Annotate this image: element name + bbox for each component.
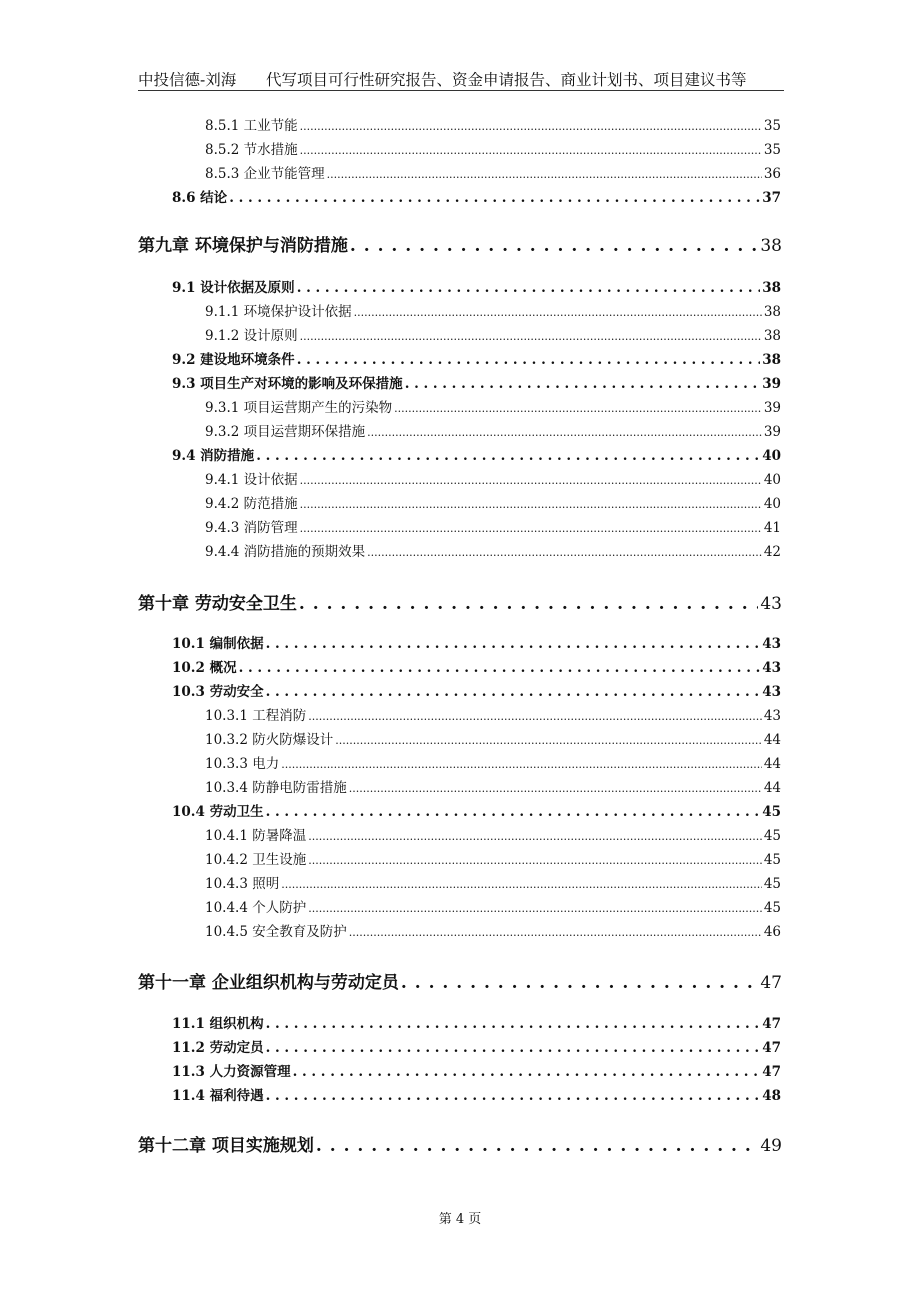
toc-dot-leader — [300, 520, 762, 536]
toc-subsection-entry — [205, 730, 781, 748]
toc-entry-title: 10.2 概况 — [172, 660, 237, 676]
toc-dot-leader — [354, 304, 762, 320]
toc-entry-title: 8.6 结论 — [172, 190, 228, 206]
toc-entry-title: 9.3.2 项目运营期环保措施 — [205, 424, 366, 440]
toc-dot-leader — [297, 352, 761, 368]
toc-dot-leader — [239, 660, 761, 676]
toc-entry-title: 11.3 人力资源管理 — [172, 1064, 291, 1080]
toc-entry-title: 第九章 环境保护与消防措施 — [138, 236, 348, 256]
toc-subsection-entry — [205, 518, 781, 536]
toc-entry-title: 10.1 编制依据 — [172, 636, 264, 652]
toc-section-entry — [172, 634, 781, 652]
toc-dot-leader — [349, 924, 762, 940]
toc-entry-page: 35 — [763, 142, 781, 158]
toc-entry-title: 9.3.1 项目运营期产生的污染物 — [205, 400, 393, 416]
toc-entry-title: 第十一章 企业组织机构与劳动定员 — [138, 973, 399, 993]
toc-entry-page: 47 — [762, 1064, 781, 1080]
header-author: 中投信德-刘海 — [138, 71, 237, 89]
toc-subsection-entry — [205, 850, 781, 868]
toc-dot-leader — [266, 636, 761, 652]
toc-dot-leader — [281, 756, 762, 772]
toc-dot-leader — [367, 544, 762, 560]
toc-entry-title: 8.5.2 节水措施 — [205, 142, 298, 158]
toc-dot-leader — [367, 424, 762, 440]
toc-section-entry — [172, 682, 781, 700]
toc-entry-page: 35 — [763, 118, 781, 134]
toc-entry-title: 10.4 劳动卫生 — [172, 804, 264, 820]
toc-section-entry — [172, 1062, 781, 1080]
toc-entry-title: 9.1.1 环境保护设计依据 — [205, 304, 352, 320]
toc-entry-page: 43 — [762, 684, 781, 700]
toc-section-entry — [172, 802, 781, 820]
toc-dot-leader — [256, 448, 760, 464]
toc-entry-title: 10.4.4 个人防护 — [205, 900, 307, 916]
toc-entry-page: 48 — [762, 1088, 781, 1104]
toc-dot-leader — [229, 190, 760, 206]
toc-section-entry — [172, 188, 781, 206]
toc-entry-page: 37 — [762, 190, 781, 206]
toc-section-entry — [172, 278, 781, 296]
toc-entry-title: 10.4.2 卫生设施 — [205, 852, 307, 868]
toc-dot-leader — [335, 732, 762, 748]
toc-dot-leader — [300, 496, 762, 512]
page-header — [138, 62, 784, 91]
toc-entry-page: 36 — [763, 166, 781, 182]
toc-entry-title: 9.3 项目生产对环境的影响及环保措施 — [172, 376, 403, 392]
toc-subsection-entry — [205, 898, 781, 916]
toc-entry-page: 47 — [760, 973, 782, 993]
toc-entry-title: 9.1.2 设计原则 — [205, 328, 298, 344]
toc-entry-title: 11.2 劳动定员 — [172, 1040, 264, 1056]
toc-entry-page: 42 — [763, 544, 781, 560]
toc-entry-title: 10.4.3 照明 — [205, 876, 280, 892]
toc-entry-page: 43 — [760, 594, 782, 614]
toc-subsection-entry — [205, 754, 781, 772]
toc-dot-leader — [401, 973, 758, 993]
toc-section-entry — [172, 1038, 781, 1056]
toc-entry-title: 9.4 消防措施 — [172, 448, 255, 464]
toc-subsection-entry — [205, 326, 781, 344]
toc-subsection-entry — [205, 302, 781, 320]
toc-entry-page: 40 — [763, 496, 781, 512]
toc-entry-page: 46 — [763, 924, 781, 940]
toc-entry-title: 10.3.2 防火防爆设计 — [205, 732, 334, 748]
toc-entry-page: 47 — [762, 1040, 781, 1056]
toc-entry-page: 44 — [763, 756, 781, 772]
toc-dot-leader — [308, 828, 762, 844]
toc-subsection-entry — [205, 422, 781, 440]
toc-entry-title: 9.4.1 设计依据 — [205, 472, 298, 488]
toc-chapter-entry — [138, 232, 782, 256]
toc-entry-title: 11.1 组织机构 — [172, 1016, 264, 1032]
toc-section-entry — [172, 1014, 781, 1032]
toc-entry-page: 40 — [762, 448, 781, 464]
toc-section-entry — [172, 374, 781, 392]
toc-dot-leader — [300, 142, 762, 158]
toc-entry-page: 45 — [763, 876, 781, 892]
toc-subsection-entry — [205, 398, 781, 416]
toc-dot-leader — [266, 1088, 761, 1104]
toc-dot-leader — [308, 852, 762, 868]
toc-dot-leader — [281, 876, 762, 892]
toc-entry-page: 43 — [762, 660, 781, 676]
toc-entry-page: 43 — [763, 708, 781, 724]
toc-entry-title: 9.4.3 消防管理 — [205, 520, 298, 536]
toc-entry-page: 39 — [762, 376, 781, 392]
toc-dot-leader — [349, 780, 762, 796]
toc-dot-leader — [297, 280, 761, 296]
toc-entry-title: 10.4.1 防暑降温 — [205, 828, 307, 844]
toc-entry-title: 9.1 设计依据及原则 — [172, 280, 295, 296]
toc-entry-page: 47 — [762, 1016, 781, 1032]
toc-entry-page: 45 — [763, 900, 781, 916]
toc-dot-leader — [308, 708, 762, 724]
page-number: 第 4 页 — [438, 1212, 482, 1227]
toc-chapter-entry — [138, 590, 782, 614]
header-services: 代写项目可行性研究报告、资金申请报告、商业计划书、项目建议书等 — [266, 71, 747, 89]
toc-section-entry — [172, 446, 781, 464]
toc-entry-title: 9.4.4 消防措施的预期效果 — [205, 544, 366, 560]
toc-dot-leader — [300, 472, 762, 488]
toc-subsection-entry — [205, 164, 781, 182]
toc-subsection-entry — [205, 778, 781, 796]
toc-entry-title: 10.3.4 防静电防雷措施 — [205, 780, 347, 796]
toc-dot-leader — [293, 1064, 761, 1080]
toc-dot-leader — [350, 236, 758, 256]
toc-entry-page: 38 — [763, 304, 781, 320]
toc-chapter-entry — [138, 969, 782, 993]
toc-entry-title: 9.4.2 防范措施 — [205, 496, 298, 512]
toc-entry-page: 39 — [763, 400, 781, 416]
toc-entry-title: 8.5.1 工业节能 — [205, 118, 298, 134]
toc-entry-title: 第十章 劳动安全卫生 — [138, 594, 297, 614]
toc-entry-page: 38 — [762, 280, 781, 296]
toc-entry-page: 39 — [763, 424, 781, 440]
toc-entry-page: 41 — [763, 520, 781, 536]
toc-dot-leader — [299, 594, 758, 614]
toc-entry-title: 8.5.3 企业节能管理 — [205, 166, 325, 182]
toc-entry-page: 44 — [763, 780, 781, 796]
toc-dot-leader — [266, 1040, 761, 1056]
toc-entry-page: 38 — [763, 328, 781, 344]
toc-entry-page: 38 — [760, 236, 782, 256]
toc-subsection-entry — [205, 494, 781, 512]
toc-dot-leader — [316, 1136, 758, 1156]
toc-entry-page: 45 — [763, 828, 781, 844]
toc-subsection-entry — [205, 470, 781, 488]
toc-subsection-entry — [205, 140, 781, 158]
toc-dot-leader — [327, 166, 762, 182]
toc-section-entry — [172, 658, 781, 676]
toc-dot-leader — [266, 804, 761, 820]
toc-entry-page: 40 — [763, 472, 781, 488]
toc-subsection-entry — [205, 874, 781, 892]
toc-dot-leader — [394, 400, 762, 416]
toc-section-entry — [172, 350, 781, 368]
toc-entry-page: 45 — [763, 852, 781, 868]
toc-dot-leader — [266, 684, 761, 700]
toc-entry-title: 10.4.5 安全教育及防护 — [205, 924, 347, 940]
toc-entry-title: 11.4 福利待遇 — [172, 1088, 264, 1104]
toc-entry-page: 49 — [760, 1136, 782, 1156]
toc-subsection-entry — [205, 922, 781, 940]
toc-entry-page: 38 — [762, 352, 781, 368]
toc-dot-leader — [300, 118, 762, 134]
toc-entry-page: 43 — [762, 636, 781, 652]
toc-subsection-entry — [205, 706, 781, 724]
toc-entry-title: 9.2 建设地环境条件 — [172, 352, 295, 368]
toc-dot-leader — [300, 328, 762, 344]
toc-entry-page: 44 — [763, 732, 781, 748]
toc-entry-title: 10.3.1 工程消防 — [205, 708, 307, 724]
toc-dot-leader — [405, 376, 761, 392]
toc-chapter-entry — [138, 1132, 782, 1156]
toc-entry-page: 45 — [762, 804, 781, 820]
toc-dot-leader — [308, 900, 762, 916]
toc-dot-leader — [266, 1016, 761, 1032]
toc-subsection-entry — [205, 116, 781, 134]
toc-section-entry — [172, 1086, 781, 1104]
toc-subsection-entry — [205, 826, 781, 844]
toc-entry-title: 10.3 劳动安全 — [172, 684, 264, 700]
toc-entry-title: 第十二章 项目实施规划 — [138, 1136, 314, 1156]
toc-entry-title: 10.3.3 电力 — [205, 756, 280, 772]
toc-subsection-entry — [205, 542, 781, 560]
